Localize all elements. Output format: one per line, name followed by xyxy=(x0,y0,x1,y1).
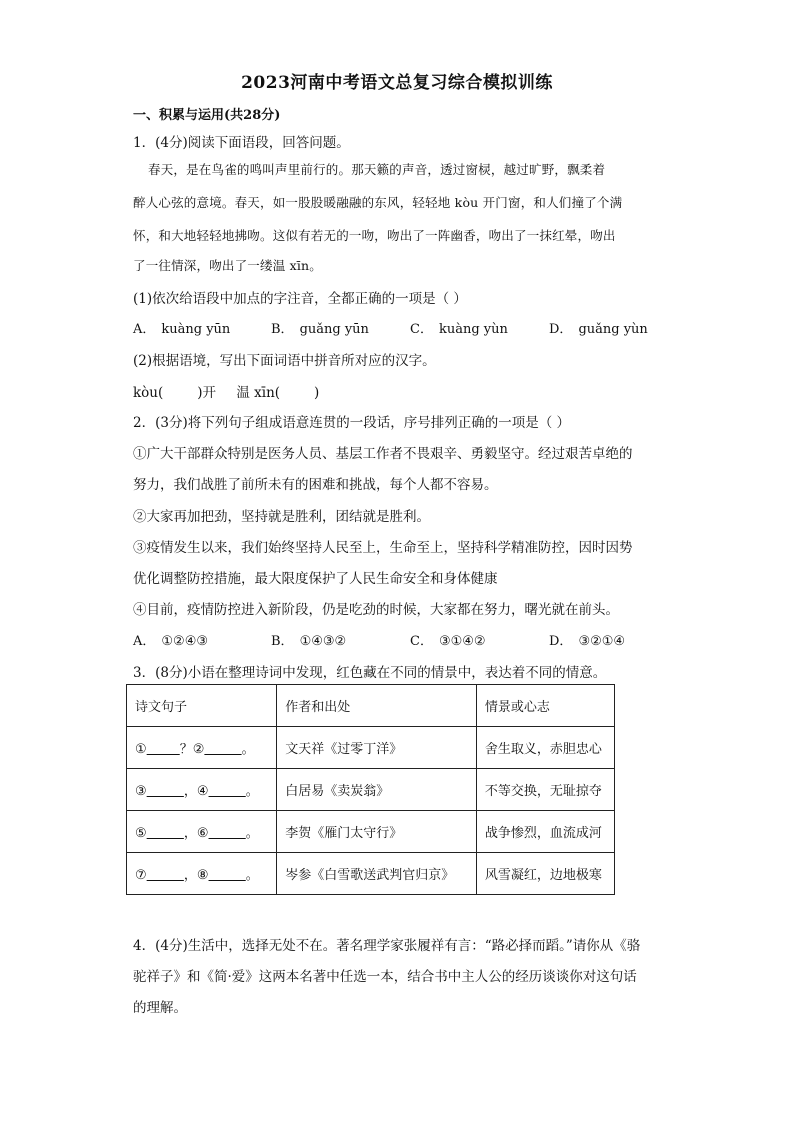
q2-sentence: 优化调整防控措施，最大限度保护了人民生命安全和身体健康 xyxy=(133,571,498,587)
q2-sentence: 努力，我们战胜了前所未有的困难和挑战，每个人都不容易。 xyxy=(133,477,498,493)
q2-sentence: ①广大干部群众特别是医务人员、基层工作者不畏艰辛、勇毅坚守。经过艰苦卓绝的 xyxy=(133,446,633,462)
q1-passage-line: 了一往情深，吻出了一缕温 xīn。 xyxy=(133,258,322,273)
source-cell: 岑参《白雪歌送武判官归京》 xyxy=(277,853,477,895)
page-title: 2023河南中考语文总复习综合模拟训练 xyxy=(241,73,553,93)
q2-option-a[interactable]: A． ①②④③ xyxy=(133,634,209,649)
q2-option-c[interactable]: C． ③①④② xyxy=(410,634,486,649)
mood-cell: 战争惨烈，血流成河 xyxy=(476,811,614,853)
source-cell: 李贺《雁门太守行》 xyxy=(277,811,477,853)
q1-sub2: (2)根据语境，写出下面词语中拼音所对应的汉字。 xyxy=(133,353,436,369)
q2-stem: 2．(3分)将下列句子组成语意连贯的一段话，序号排列正确的一项是（ ） xyxy=(133,415,571,431)
fill-blank-cell[interactable]: ① ？② 。 xyxy=(127,727,277,769)
q1-option-b[interactable]: B． guǎng yūn xyxy=(271,322,369,337)
q3-stem: 3．(8分)小语在整理诗词中发现，红色藏在不同的情景中，表达着不同的情意。 xyxy=(133,665,607,681)
q1-passage-line: 醉人心弦的意境。春天，如一股股暖融融的东风，轻轻地 kòu 开门窗，和人们撞了个满 xyxy=(133,195,623,210)
q1-passage-line: 怀，和大地轻轻地拂吻。这似有若无的一吻，吻出了一阵幽香，吻出了一抹红晕，吻出 xyxy=(133,228,616,243)
q1-passage-line: 春天，是在鸟雀的鸣叫声里前行的。那天籁的声音，透过窗棂，越过旷野，飘柔着 xyxy=(148,162,606,177)
q1-option-a[interactable]: A． kuàng yūn xyxy=(133,322,231,337)
pinyin-xin: 温 xīn( xyxy=(236,385,281,401)
q1-stem: 1．(4分)阅读下面语段，回答问题。 xyxy=(133,135,350,151)
q2-option-b[interactable]: B． ①④③② xyxy=(271,634,347,649)
q2-option-d[interactable]: D． ③②①④ xyxy=(549,634,626,649)
header-cell: 情景或心志 xyxy=(476,685,614,727)
pinyin-kou: kòu( xyxy=(133,385,164,401)
q1-option-d[interactable]: D． guǎng yùn xyxy=(549,322,648,337)
fill-blank-cell[interactable]: ⑤ ，⑥ 。 xyxy=(127,811,277,853)
fill-blank-cell[interactable]: ③ ，④ 。 xyxy=(127,769,277,811)
fill-blank-cell[interactable]: ⑦ ，⑧ 。 xyxy=(127,853,277,895)
table-row xyxy=(127,727,615,769)
q2-sentence: ④目前，疫情防控进入新阶段，仍是吃劲的时候，大家都在努力，曙光就在前头。 xyxy=(133,602,619,618)
mood-cell: 舍生取义，赤胆忠心 xyxy=(476,727,614,769)
header-cell: 诗文句子 xyxy=(127,685,277,727)
q1-sub2-blanks: kòu( )开 温 xīn( ) xyxy=(133,385,320,401)
q2-sentence: ②大家再加把劲，坚持就是胜利，团结就是胜利。 xyxy=(133,509,430,525)
header-cell: 作者和出处 xyxy=(277,685,477,727)
table-row xyxy=(127,769,615,811)
q4-line: 的理解。 xyxy=(133,1000,187,1016)
q1-option-c[interactable]: C． kuàng yùn xyxy=(410,322,508,337)
table-header-row xyxy=(127,685,615,727)
mood-cell: 风雪凝红，边地极寒 xyxy=(476,853,614,895)
q4-line: 驼祥子》和《简·爱》这两本名著中任选一本，结合书中主人公的经历谈谈你对这句话 xyxy=(133,969,637,985)
source-cell: 文天祥《过零丁洋》 xyxy=(277,727,477,769)
section-heading: 一、积累与运用(共28分) xyxy=(133,108,281,123)
poem-table xyxy=(126,684,615,895)
q4-line: 4．(4分)生活中，选择无处不在。著名理学家张履祥有言：“路必择而蹈。”请你从《骆 xyxy=(133,938,641,954)
source-cell: 白居易《卖炭翁》 xyxy=(277,769,477,811)
table-row xyxy=(127,853,615,895)
mood-cell: 不等交换，无耻掠夺 xyxy=(476,769,614,811)
q2-sentence: ③疫情发生以来，我们始终坚持人民至上，生命至上，坚持科学精准防控，因时因势 xyxy=(133,540,633,556)
q1-sub1: (1)依次给语段中加点的字注音，全都正确的一项是（ ） xyxy=(133,291,467,307)
table-row xyxy=(127,811,615,853)
